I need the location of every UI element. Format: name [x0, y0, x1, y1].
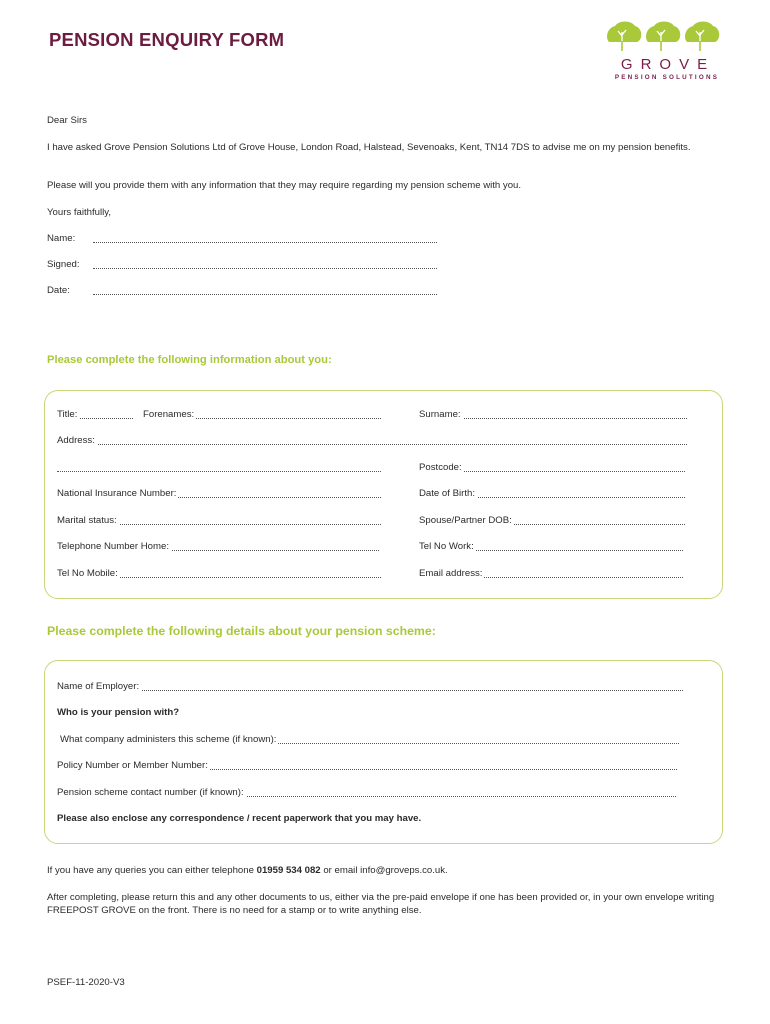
logo-wordmark: GROVE	[620, 56, 716, 73]
address-field[interactable]: Address:	[57, 435, 687, 449]
email-field[interactable]: Email address:	[419, 568, 683, 582]
scheme-heading: Please complete the following details about your pension scheme:	[47, 624, 436, 638]
employer-field[interactable]: Name of Employer:	[57, 681, 683, 695]
tel-home-field[interactable]: Telephone Number Home:	[57, 541, 379, 555]
name-field[interactable]	[47, 233, 442, 247]
date-label: Date:	[47, 285, 70, 296]
ni-number-field[interactable]: National Insurance Number:	[57, 488, 381, 502]
form-reference: PSEF-11-2020-V3	[47, 977, 125, 988]
signed-label: Signed:	[47, 259, 80, 270]
closing: Yours faithfully,	[47, 207, 111, 218]
about-you-heading: Please complete the following information about you:	[47, 354, 332, 366]
title-field[interactable]: Title:	[57, 409, 133, 423]
grove-logo	[600, 20, 730, 86]
postcode-field[interactable]: Postcode:	[419, 462, 685, 476]
surname-field[interactable]: Surname:	[419, 409, 687, 423]
address-line-2-field[interactable]	[57, 462, 381, 476]
phone-number: 01959 534 082	[256, 865, 321, 876]
letter-paragraph-1: I have asked Grove Pension Solutions Ltd of Grove House, London Road, Halstead, Sevenoaks, Kent, TN14 7DS to advise me on my pension benefits.	[47, 142, 691, 153]
letter-paragraph-2: Please will you provide them with any information that they may require regarding my pension scheme with you.	[47, 180, 522, 191]
tel-mobile-field[interactable]: Tel No Mobile:	[57, 568, 381, 582]
forenames-field[interactable]: Forenames:	[143, 409, 381, 423]
partner-dob-field[interactable]: Spouse/Partner DOB:	[419, 515, 685, 529]
administrator-field[interactable]: What company administers this scheme (if known):	[60, 734, 679, 748]
tel-work-field[interactable]: Tel No Work:	[419, 541, 683, 555]
tree-icon	[605, 20, 725, 54]
page-title: PENSION ENQUIRY FORM	[49, 29, 285, 50]
logo-tagline: PENSION SOLUTIONS	[614, 74, 720, 81]
signed-field[interactable]	[47, 259, 442, 273]
policy-number-field[interactable]: Policy Number or Member Number:	[57, 760, 677, 774]
return-instructions: After completing, please return this and any other documents to us, either via the pre-paid envelope if one has been provided or, in your own envelope writing FREEPOST GROVE on the front. There is no need for a stamp or to write anything else.	[47, 892, 715, 916]
salutation: Dear Sirs	[47, 115, 87, 126]
queries-line: If you have any queries you can either telephone 01959 534 082 or email info@groveps.co.uk.	[47, 865, 448, 876]
scheme-box: Name of Employer: Who is your pension with? What company administers this scheme (if known): Policy Number or Member Number: Pension scheme contact number (if known): Please also enclose any correspondence / recent paperwork that you may have.	[44, 660, 723, 844]
marital-status-field[interactable]: Marital status:	[57, 515, 381, 529]
name-label: Name:	[47, 233, 76, 244]
about-you-box	[44, 390, 723, 599]
contact-number-field[interactable]: Pension scheme contact number (if known):	[57, 787, 676, 801]
date-field[interactable]	[47, 285, 442, 299]
dob-field[interactable]: Date of Birth:	[419, 488, 685, 502]
